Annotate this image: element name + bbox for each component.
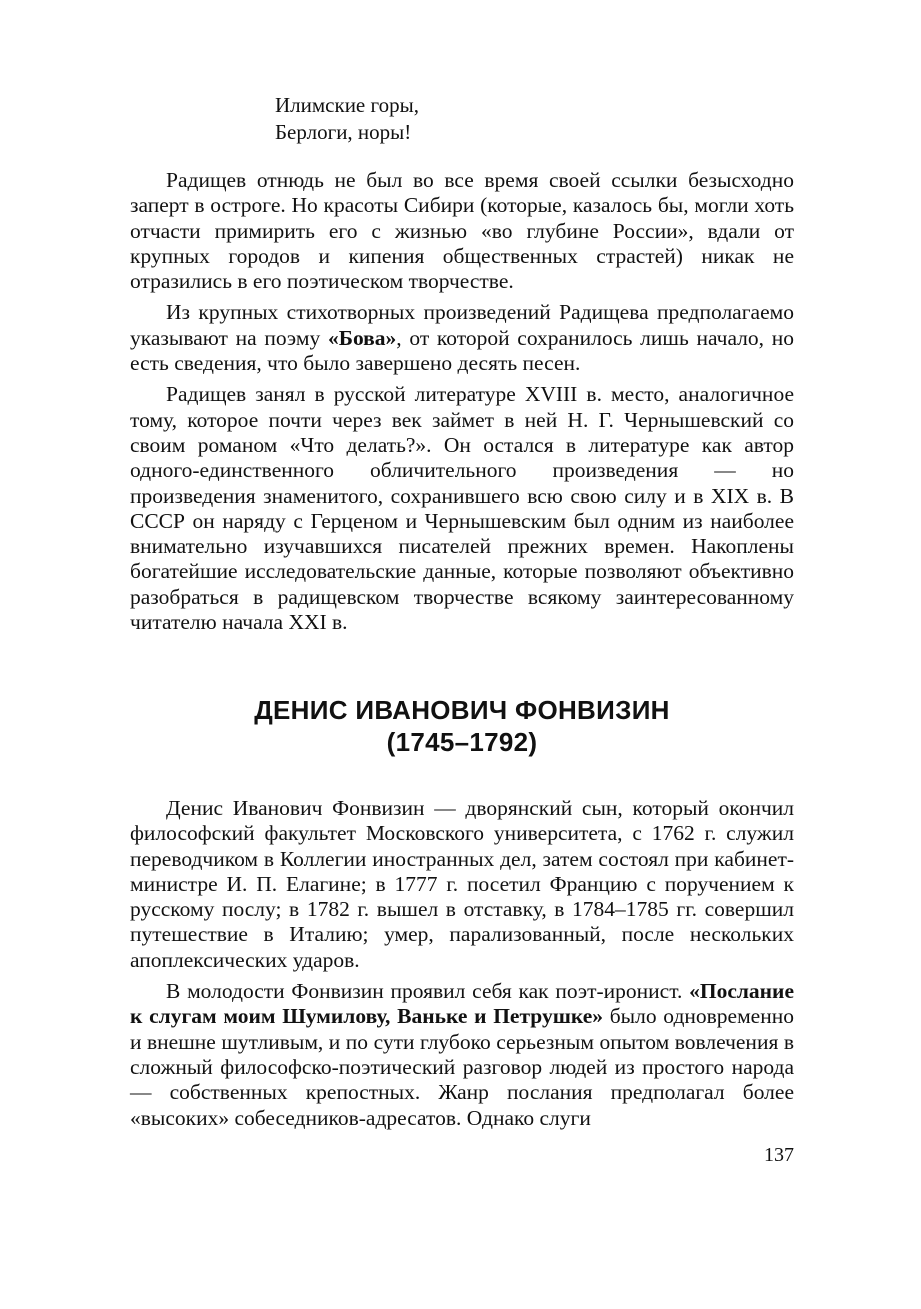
paragraph: Радищев отнюдь не был во все время своей ссылки безысходно заперт в остроге. Но красоты Сибири (которые, казалось бы, могли хоть отчасти примирить его с жизнью «во глубине России», вдали от крупных городов и кипения общественных страстей) никак не отразились в его поэтическом творчестве. — [130, 168, 794, 294]
chapter-heading — [130, 694, 794, 758]
paragraph-text: Из крупных стихотворных произведений Радищева предполагаемо указывают на поэму — [130, 300, 794, 350]
verse-line: Берлоги, норы! — [275, 120, 412, 144]
paragraph-text: , от которой сохранилось лишь начало, но есть сведения, что было завершено десять песен. — [130, 325, 794, 376]
page-number: 137 — [764, 1144, 794, 1166]
paragraph — [130, 300, 794, 376]
verse-quote — [275, 92, 419, 146]
author-years: (1745–1792) — [386, 727, 538, 757]
author-name: ДЕНИС ИВАНОВИЧ ФОНВИЗИН — [254, 695, 670, 725]
fonvizin-section — [130, 796, 794, 1131]
work-title: «Бова» — [327, 325, 397, 350]
work-title: «Послание к слугам моим Шумилову, Ваньке и Петрушке» — [130, 979, 794, 1029]
paragraph: Радищев занял в русской литературе XVIII в. место, аналогичное тому, которое почти через век займет в ней Н. Г. Чернышевский со своим романом «Что делать?». Он остался в литературе как автор одного-единственного обличительного произведения — но произведения знаменитого, сохранившего всю свою силу и в XIX в. В СССР он наряду с Герценом и Чернышевским был одним из наиболее внимательно изучавшихся писателей прежних времен. Накоплены богатейшие исследовательские данные, которые позволяют объективно разобраться в радищевском творчестве всякому заинтересованному читателю начала XXI в. — [130, 382, 794, 635]
paragraph: Денис Иванович Фонвизин — дворянский сын, который окончил философский факультет Московского университета, с 1762 г. служил переводчиком в Коллегии иностранных дел, затем состоял при кабинет-министре И. П. Елагине; в 1777 г. посетил Францию с поручением к русскому послу; в 1782 г. вышел в отставку, в 1784–1785 гг. совершил путешествие в Италию; умер, парализованный, после нескольких апоплексических ударов. — [130, 796, 794, 972]
verse-line: Илимские горы, — [275, 93, 419, 117]
paragraph — [130, 979, 794, 1131]
paragraph-text: было одновременно и внешне шутливым, и по сути глубоко серьезным опытом вовлечения в сложный философско-поэтический разговор людей из простого народа — собственных крепостных. Жанр послания предполагал более «высоких» собеседников-адресатов. Однако слуги — [130, 1004, 794, 1130]
paragraph-text: В молодости Фонвизин проявил себя как поэт-иронист. — [166, 979, 690, 1004]
radishchev-section — [130, 168, 794, 635]
